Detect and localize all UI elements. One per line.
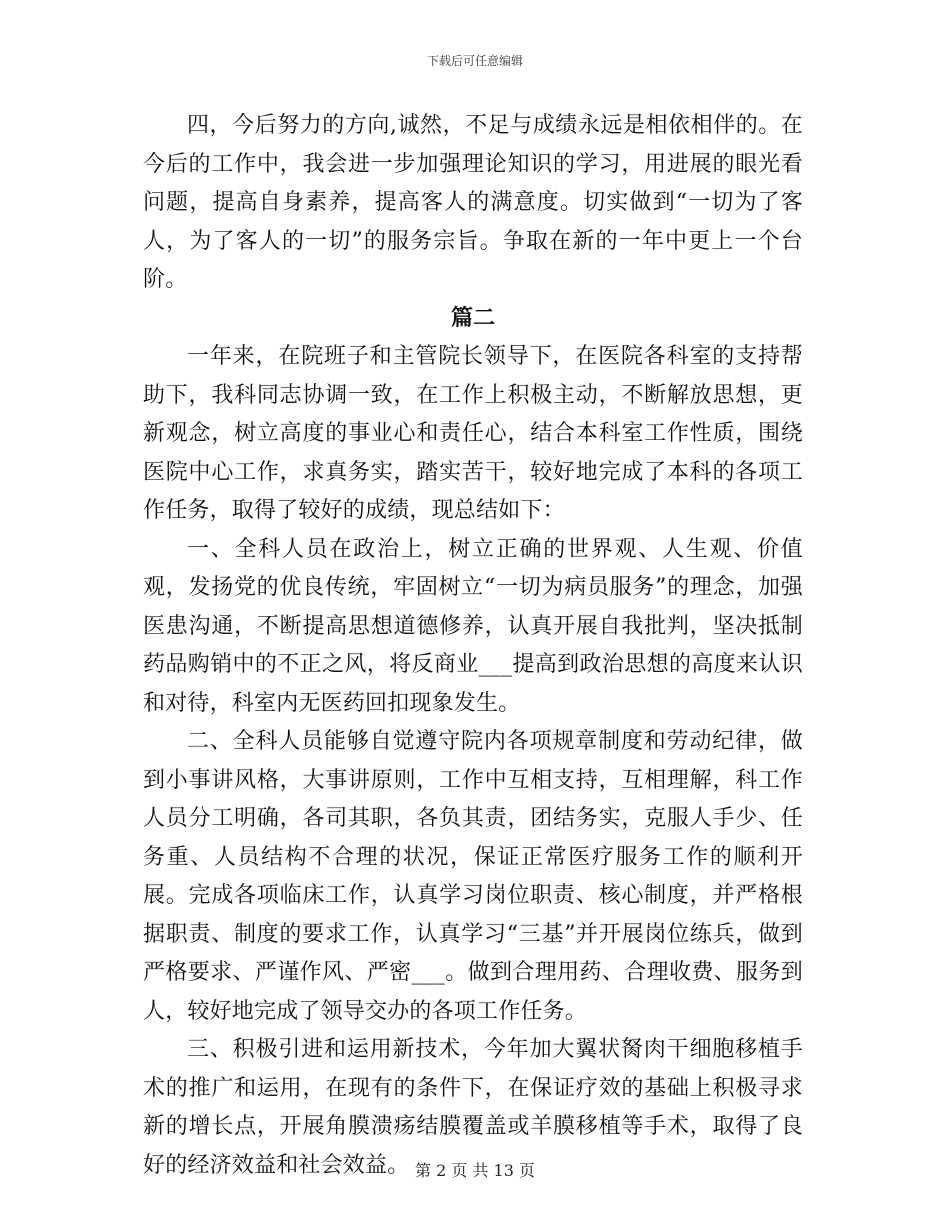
paragraph-item-1: 一、全科人员在政治上，树立正确的世界观、人生观、价值观，发扬党的优良传统，牢固树立“一切为病员服务”的理念，加强医患沟通，不断提高思想道德修养，认真开展自我批判，坚决抵制药品购销中的不正之风，将反商业___提高到政治思想的高度来认识和对待，科室内无医药回扣现象发生。 [143, 536, 803, 716]
paragraph-item-3: 三、积极引进和运用新技术，今年加大翼状胬肉干细胞移植手术的推广和运用，在现有的条件下，在保证疗效的基础上积极寻求新的增长点，开展角膜溃疡结膜覆盖或羊膜移植等手术，取得了良好的经济效益和社会效益。 [143, 1037, 803, 1178]
page-header-note: 下载后可任意编辑 [426, 54, 523, 68]
paragraph-future-direction: 四，今后努力的方向,诚然，不足与成绩永远是相依相伴的。在今后的工作中，我会进一步加强理论知识的学习，用进展的眼光看问题，提高自身素养，提高客人的满意度。切实做到“一切为了客人，为了客人的一切”的服务宗旨。争取在新的一年中更上一个台阶。 [143, 113, 803, 292]
page-number: 第 2 页 共 13 页 [415, 1161, 535, 1180]
paragraph-item-2: 二、全科人员能够自觉遵守院内各项规章制度和劳动纪律，做到小事讲风格，大事讲原则，工作中互相支持，互相理解，科工作人员分工明确，各司其职，各负其责，团结务实，克服人手少、任务重、人员结构不合理的状况，保证正常医疗服务工作的顺利开展。完成各项临床工作，认真学习岗位职责、核心制度，并严格根据职责、制度的要求工作，认真学习“三基”并开展岗位练兵，做到严格要求、严谨作风、严密___。做到合理用药、合理收费、服务到人，较好地完成了领导交办的各项工作任务。 [143, 729, 803, 1024]
document-body [143, 107, 803, 1185]
section-title: 篇二 [450, 305, 495, 331]
paragraph-intro: 一年来，在院班子和主管院长领导下，在医院各科室的支持帮助下，我科同志协调一致，在工作上积极主动，不断解放思想，更新观念，树立高度的事业心和责任心，结合本科室工作性质，围绕医院中心工作，求真务实，踏实苦干，较好地完成了本科的各项工作任务，取得了较好的成绩，现总结如下： [143, 344, 803, 523]
